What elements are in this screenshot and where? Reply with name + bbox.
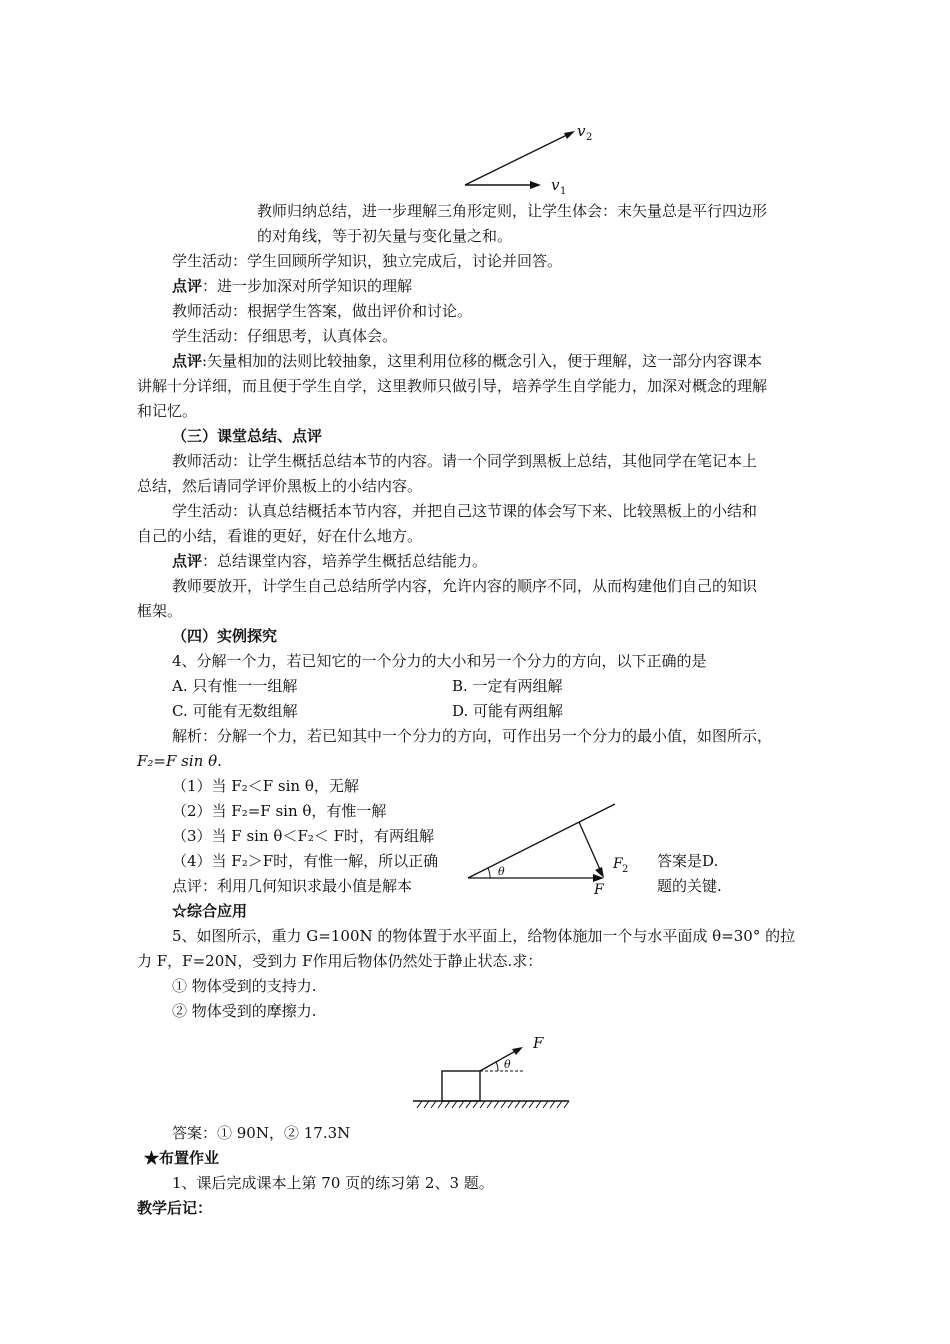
- pull-force-line: [480, 1049, 519, 1071]
- summary-line-2: 的对角线，等于初矢量与变化量之和。: [257, 227, 513, 245]
- teacher-activity-2-line-1: 教师活动：让学生概括总结本节的内容。请一个同学到黑板上总结，其他同学在笔记本上: [172, 452, 758, 470]
- pull-force-arrowhead: [512, 1047, 523, 1055]
- student-activity-2: 学生活动：仔细思考，认真体会。: [172, 327, 398, 345]
- comment-text: ：总结课堂内容，培养学生概括总结能力。: [202, 552, 488, 570]
- comment-label: 点评: [172, 352, 203, 370]
- question-5-item-2: ② 物体受到的摩擦力.: [172, 1002, 317, 1020]
- case-1: （1）当 F₂＜F sin θ，无解: [172, 777, 359, 795]
- student-activity-3-line-1: 学生活动：认真总结概括本节内容，并把自己这节课的体会写下来、比较黑板上的小结和: [172, 502, 758, 520]
- angle-arc: [496, 1062, 498, 1071]
- comment-text: ：进一步加深对所学知识的理解: [202, 277, 413, 295]
- section-heading-3: （三）课堂总结、点评: [172, 427, 323, 445]
- label-v1: v: [551, 176, 560, 194]
- case-2: （2）当 F₂=F sin θ，有惟一解: [172, 802, 387, 820]
- label-theta: θ: [498, 865, 505, 878]
- block: [442, 1071, 480, 1101]
- teacher-note-line-2: 框架。: [137, 602, 183, 620]
- label-v2-subscript: 2: [586, 132, 593, 143]
- analysis-line-2: F₂=F sin θ.: [137, 752, 222, 770]
- force-decomposition-diagram: [460, 798, 640, 898]
- label-v1-subscript: 1: [560, 186, 567, 197]
- remark-end: 题的关键.: [657, 877, 722, 895]
- teacher-note-line-1: 教师要放开，计学生自己总结所学内容，允许内容的顺序不同，从而构建他们自己的知识: [172, 577, 758, 595]
- comment-2-line-1: [172, 351, 762, 371]
- label-F: F: [533, 1034, 544, 1052]
- comment-label: 点评: [172, 552, 203, 570]
- remark-line-1: 点评：利用几何知识求最小值是解本: [172, 877, 413, 895]
- label-F2: F: [613, 856, 623, 872]
- vector-v1-arrowhead: [530, 181, 541, 189]
- question-4: 4、分解一个力，若已知它的一个分力的大小和另一个分力的方向，以下正确的是: [172, 652, 707, 670]
- student-activity-1: 学生活动：学生回顾所学知识，独立完成后，讨论并回答。: [172, 252, 563, 270]
- label-theta: θ: [504, 1058, 511, 1071]
- teacher-activity-1: 教师活动：根据学生答案，做出评价和讨论。: [172, 302, 473, 320]
- comment-label: 点评: [172, 277, 203, 295]
- comment-3: [172, 551, 487, 571]
- comment-text: :矢量相加的法则比较抽象，这里利用位移的概念引入，便于理解，这一部分内容课本: [202, 352, 763, 370]
- homework-item-1: 1、课后完成课本上第 70 页的练习第 2、3 题。: [172, 1174, 494, 1192]
- option-d: D. 可能有两组解: [452, 702, 564, 720]
- ground-hatching: [417, 1101, 569, 1108]
- force-F2-line: [579, 822, 602, 874]
- component-direction-line: [468, 804, 615, 878]
- label-F2-subscript: 2: [622, 864, 629, 875]
- comment-2-line-2: 讲解十分详细，而且便于学生自学，这里教师只做引导，培养学生自学能力，加深对概念的理解: [137, 377, 768, 395]
- analysis-line-1: 解析：分解一个力，若已知其中一个分力的方向，可作出另一个分力的最小值，如图所示，: [172, 727, 773, 745]
- option-c: C. 可能有无数组解: [172, 702, 298, 720]
- case-3: （3）当 F sin θ＜F₂＜ F时，有两组解: [172, 827, 435, 845]
- case-4: （4）当 F₂＞F时，有惟一解，所以正确: [172, 852, 439, 870]
- question-5-line-1: 5、如图所示，重力 G=100N 的物体置于水平面上，给物体施加一个与水平面成 θ=30° 的拉: [172, 927, 796, 945]
- section-heading-homework: ★布置作业: [144, 1149, 220, 1167]
- teacher-activity-2-line-2: 总结，然后请同学评价黑板上的小结内容。: [137, 477, 423, 495]
- section-heading-teaching-notes: 教学后记：: [137, 1199, 213, 1217]
- case-4-end: 答案是D.: [657, 852, 719, 870]
- vector-v2-arrowhead: [564, 131, 575, 139]
- comment-1: [172, 276, 412, 296]
- summary-line-1: 教师归纳总结，进一步理解三角形定则，让学生体会：末矢量总是平行四边形: [257, 202, 768, 220]
- vector-diagram: [455, 118, 593, 198]
- angle-arc: [488, 868, 490, 878]
- option-b: B. 一定有两组解: [452, 677, 563, 695]
- comment-2-line-3: 和记忆。: [137, 402, 198, 420]
- option-a: A. 只有惟一一组解: [172, 677, 298, 695]
- label-F: F: [594, 882, 604, 898]
- section-heading-comprehensive: ☆综合应用: [172, 902, 248, 920]
- question-5-line-2: 力 F，F=20N，受到力 F作用后物体仍然处于静止状态.求：: [137, 952, 543, 970]
- block-on-ground-diagram: [405, 1032, 575, 1112]
- student-activity-3-line-2: 自己的小结，看谁的更好，好在什么地方。: [137, 527, 423, 545]
- question-5-item-1: ① 物体受到的支持力.: [172, 977, 317, 995]
- label-v2: v: [577, 122, 586, 140]
- section-heading-4: （四）实例探究: [172, 627, 278, 645]
- answer-5: 答案：① 90N，② 17.3N: [172, 1124, 351, 1142]
